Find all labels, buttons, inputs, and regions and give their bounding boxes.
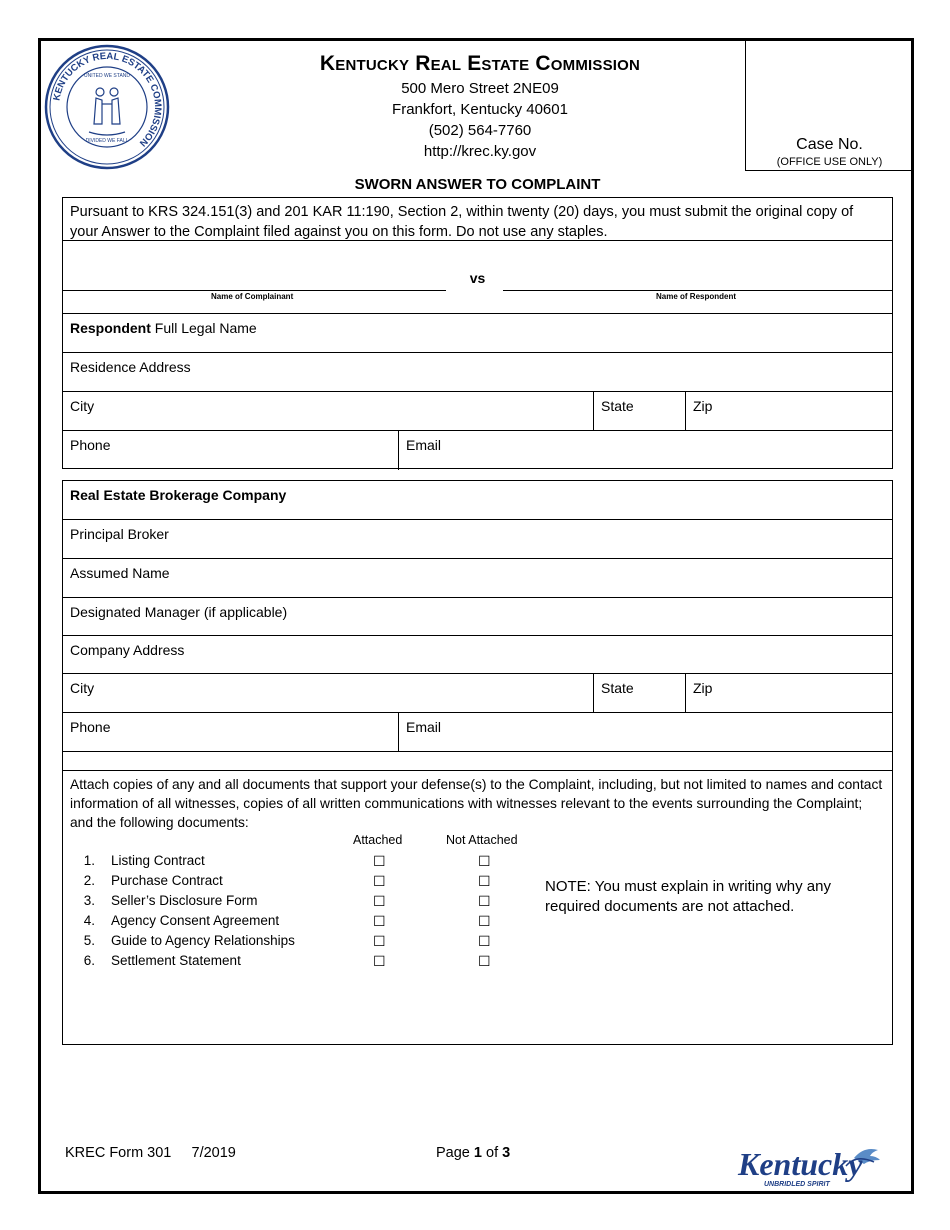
company-contact-row[interactable] — [63, 713, 892, 752]
case-number-label: Case No. — [796, 136, 863, 153]
attached-checkbox[interactable]: ☐ — [373, 933, 386, 949]
designated-manager-label: Designated Manager (if applicable) — [70, 604, 288, 620]
principal-broker-row[interactable] — [63, 520, 892, 559]
respondent-phone-label: Phone — [70, 437, 111, 453]
not-attached-column-header: Not Attached — [446, 833, 518, 847]
company-city-label: City — [70, 680, 95, 696]
intro-text: Pursuant to KRS 324.151(3) and 201 KAR 11:190, Section 2, within twenty (20) days, you must submit the original copy of your Answer to the Complaint filed against you on this form. Do not use any staples. — [70, 204, 854, 240]
company-zip-label: Zip — [693, 680, 713, 696]
commission-city: Frankfort, Kentucky 40601 — [392, 101, 568, 118]
not-attached-checkbox[interactable]: ☐ — [478, 953, 491, 969]
intro-row — [63, 198, 892, 241]
not-attached-checkbox[interactable]: ☐ — [478, 893, 491, 909]
seal-text: KENTUCKY REAL ESTATE COMMISSION — [51, 50, 164, 149]
company-email-label: Email — [406, 719, 442, 735]
seal-motto-bottom: DIVIDED WE FALL — [85, 138, 129, 144]
respondent-contact-row[interactable] — [63, 431, 892, 470]
commission-url[interactable]: http://krec.ky.gov — [423, 143, 537, 160]
attached-checkbox[interactable]: ☐ — [373, 953, 386, 969]
attached-column-header: Attached — [353, 833, 403, 847]
residence-address-label: Residence Address — [70, 359, 191, 375]
company-address-row[interactable] — [63, 636, 892, 674]
divider — [685, 674, 686, 712]
attachments-instructions: Attach copies of any and all documents that support your defense(s) to the Complaint, including, but not limited to names and contact information of all witnesses, copies of all written communications with witnesses relevant to the events surrounding the Complaint; and the following documents: — [70, 777, 883, 830]
respondent-state-label: State — [601, 398, 634, 414]
commission-seal-icon — [44, 44, 170, 170]
company-title-label: Real Estate Brokerage Company — [70, 487, 287, 503]
attached-checkbox[interactable]: ☐ — [373, 913, 386, 929]
respondent-name-field[interactable] — [503, 290, 892, 291]
commission-name: Kentucky Real Estate Commission — [319, 52, 641, 75]
commission-phone: (502) 564-7760 — [428, 122, 532, 139]
company-address-label: Company Address — [70, 642, 185, 658]
not-attached-checkbox[interactable]: ☐ — [478, 933, 491, 949]
page-number: Page 1 of 3 — [436, 1145, 511, 1161]
attached-checkbox[interactable]: ☐ — [373, 853, 386, 869]
divider — [593, 674, 594, 712]
residence-address-row[interactable] — [63, 353, 892, 392]
commission-address: 500 Mero Street 2NE09 — [401, 80, 559, 97]
kentucky-logo-icon — [736, 1140, 886, 1190]
company-phone-label: Phone — [70, 719, 111, 735]
divider — [398, 431, 399, 470]
attached-checkbox[interactable]: ☐ — [373, 893, 386, 909]
attached-checkbox[interactable]: ☐ — [373, 873, 386, 889]
logo-wordmark: Kentucky — [738, 1146, 863, 1182]
respondent-city-label: City — [70, 398, 95, 414]
case-number-box[interactable] — [745, 40, 913, 171]
respondent-label: Name of Respondent — [656, 292, 737, 301]
company-city-row[interactable] — [63, 674, 892, 713]
respondent-city-row[interactable] — [63, 392, 892, 431]
divider — [398, 713, 399, 751]
respondent-email-label: Email — [406, 437, 442, 453]
form-title: SWORN ANSWER TO COMPLAINT — [354, 176, 601, 193]
assumed-name-row[interactable] — [63, 559, 892, 598]
not-attached-checkbox[interactable]: ☐ — [478, 853, 491, 869]
not-attached-checkbox[interactable]: ☐ — [478, 873, 491, 889]
company-section — [62, 480, 893, 1045]
attachments-row: Attach copies of any and all documents that support your defense(s) to the Complaint, including, but not limited to names and contact information of all witnesses, copies of all written communications with witnesses relevant to the events surrounding the Complaint; and the following documents: Attached Not Attached 1. Listing Contract ☐ ☐ 2. Purchase Contract ☐ ☐ 3. Seller’s Disclosure Form ☐ ☐ 4. Agency Consent Agreement ☐ ☐ 5. Guide to Agency Relationships ☐ ☐ 6. Settlement Statement ☐ ☐ NOTE: You must explain in writing why any required documents are not attached. — [63, 771, 892, 1044]
company-state-label: State — [601, 680, 634, 696]
logo-tagline: UNBRIDLED SPIRIT — [764, 1181, 830, 1188]
divider — [593, 392, 594, 430]
form-id: KREC Form 301 7/2019 — [65, 1145, 236, 1161]
vs-label: vs — [469, 270, 486, 286]
parties-row — [63, 241, 892, 314]
case-office-note: (OFFICE USE ONLY) — [776, 156, 883, 168]
spacer-row — [63, 752, 892, 771]
designated-manager-row[interactable] — [63, 598, 892, 636]
seal-motto-top: UNITED WE STAND — [83, 73, 131, 79]
respondent-section — [62, 197, 893, 469]
complainant-label: Name of Complainant — [211, 292, 294, 301]
assumed-name-label: Assumed Name — [70, 565, 170, 581]
principal-broker-label: Principal Broker — [70, 526, 169, 542]
divider — [685, 392, 686, 430]
complainant-name-field[interactable] — [63, 290, 446, 291]
missing-documents-note: NOTE: You must explain in writing why any required documents are not attached. — [545, 878, 831, 915]
respondent-name-label: Respondent Full Legal Name — [70, 320, 257, 336]
company-name-row[interactable] — [63, 481, 892, 520]
respondent-zip-label: Zip — [693, 398, 713, 414]
not-attached-checkbox[interactable]: ☐ — [478, 913, 491, 929]
respondent-name-row[interactable] — [63, 314, 892, 353]
commission-header — [280, 50, 680, 162]
